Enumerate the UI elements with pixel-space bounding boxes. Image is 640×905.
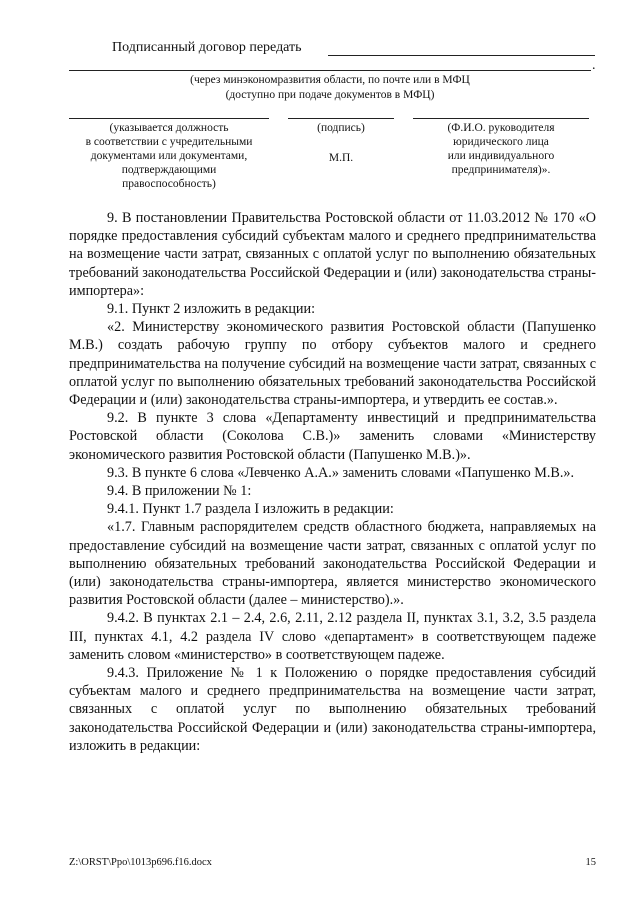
paragraph-9-3: 9.3. В пункте 6 слова «Левченко А.А.» заменить словами «Папушенко М.В.». [107, 464, 575, 481]
signature-note: (подпись) [317, 122, 365, 134]
paragraph-9-2: 9.2. В пункте 3 слова «Департаменту инвестиций и предпринимательства Ростовской области (Соколова С.В.)» заменить словами «Министерству экономического развития Ростовской области (Папушенко М.В.)». [69, 410, 596, 463]
paragraph-9-4-2: 9.4.2. В пунктах 2.1 – 2.4, 2.6, 2.11, 2.12 раздела II, пунктах 3.1, 3.2, 3.5 раздела III, пунктах 4.1, 4.2 раздела IV слово «департамент» в соответствующем падеже заменить словом «министерство» в соответствующем падеже. [69, 610, 596, 663]
transfer-note-line1: (через минэкономразвития области, по почте или в МФЦ [190, 74, 470, 86]
paragraph-9-1: 9.1. Пункт 2 изложить в редакции: [107, 301, 316, 318]
paragraph-9-4-1: 9.4.1. Пункт 1.7 раздела I изложить в редакции: [107, 501, 394, 518]
trailing-dot: . [592, 58, 596, 73]
paragraph-9-4-3: 9.4.3. Приложение № 1 к Положению о порядке предоставления субсидий субъектам малого и среднего предпринимательства на возмещение части затрат, связанных с оплатой услуг по выполнению обязательных требований законодательства Российской Федерации и (или) законодательства страны-импортера, изложить в редакции: [69, 665, 596, 754]
footer-file-path: Z:\ORST\Ppo\1013p696.f16.docx [69, 857, 212, 868]
document-body [69, 209, 596, 755]
position-note: (указывается должность в соответствии с учредительными документами или документами, подтверждающими правоспособность) [85, 122, 253, 190]
paragraph-9-4: 9.4. В приложении № 1: [107, 483, 252, 500]
paragraph-9: 9. В постановлении Правительства Ростовской области от 11.03.2012 № 170 «О порядке предоставления субсидий субъектам малого и среднего предпринимательства на возмещение части затрат, связанных с оплатой услуг по выполнению обязательных требований законодательства Российской Федерации и (или) законодательства страны-импортера»: [69, 210, 596, 299]
name-note: (Ф.И.О. руководителя юридического лица или индивидуального предпринимателя)». [447, 122, 555, 176]
transfer-note-line2: (доступно при подаче документов в МФЦ) [225, 89, 435, 101]
paragraph-quote-1-7: «1.7. Главным распорядителем средств областного бюджета, направляемых на предоставление субсидий на возмещение части затрат, связанных с оплатой услуг по выполнению обязательных требований законодательства Российской Федерации и (или) законодательства страны-импортера, является министерство экономического развития Ростовской области (далее – министерство).». [69, 519, 596, 609]
signature-line [288, 118, 394, 119]
transfer-label: Подписанный договор передать [112, 40, 302, 55]
stamp-note: М.П. [328, 152, 354, 164]
transfer-blank-line-2 [69, 70, 591, 71]
paragraph-quote-2: «2. Министерству экономического развития Ростовской области (Папушенко М.В.) создать рабочую группу по отбору субъектов малого и среднего предпринимательства на получение субсидий на возмещение части затрат, связанных с оплатой услуг по выполнению обязательных требований законодательства Российской Федерации и (или) законодательства страны-импортера, и утвердить ее состав.». [69, 319, 597, 409]
transfer-blank-line [328, 55, 595, 56]
name-line [413, 118, 589, 119]
position-line [69, 118, 269, 119]
page-number: 15 [585, 857, 596, 868]
